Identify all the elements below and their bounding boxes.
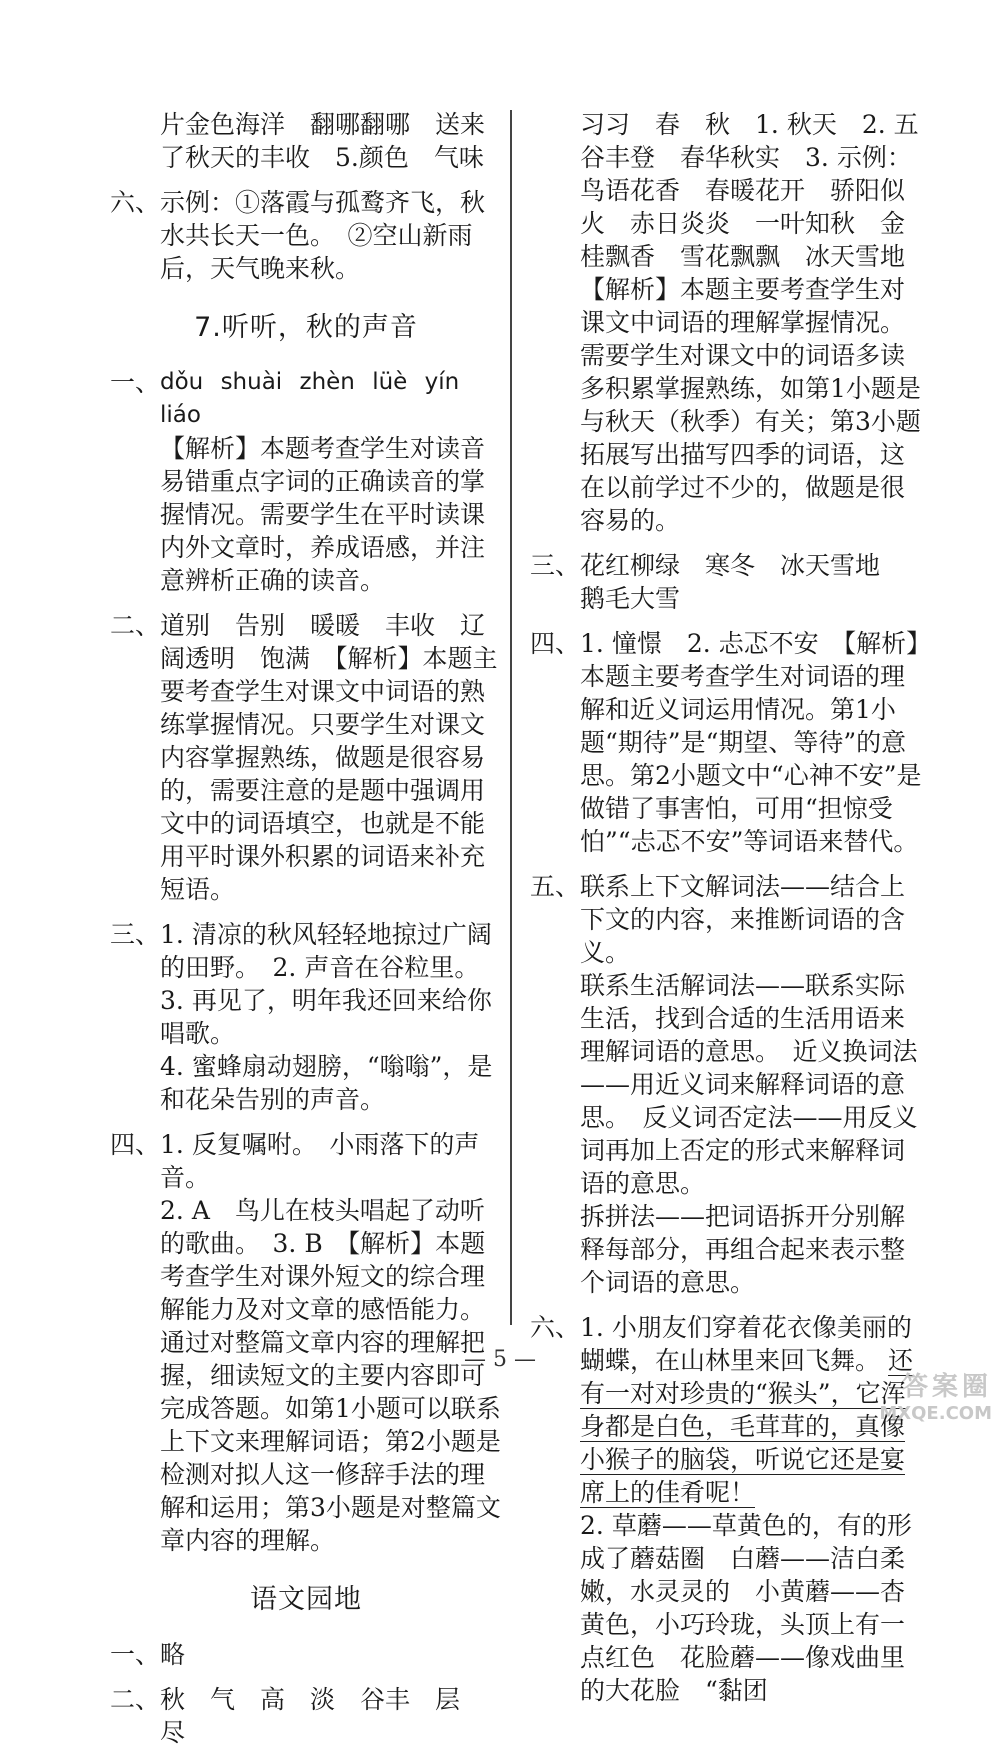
answer-continuation: 片金色海洋 翻哪翻哪 送来了秋天的丰收 5.颜色 气味: [160, 110, 486, 172]
answer-6: 六、 示例：①落霞与孤鹜齐飞，秋水共长天一色。 ②空山新雨后，天气晚来秋。: [110, 188, 486, 283]
garden-answer-6: 六、 1. 小朋友们穿着花衣像美丽的蝴蝶，在山林里来回飞舞。 还有一对对珍贵的“猴头”，它浑身都是白色，毛茸茸的，真像小猴子的脑袋，听说它还是宴席上的佳肴呢！ 2. 草蘑——草黄色的，有的形成了蘑菇圈 白蘑——洁白柔嫩，水灵灵的 小黄蘑——杏黄色，小巧玲珑，头顶上有一点红色 花脸蘑——像戏曲里的大花脸 “黏团: [530, 1313, 913, 1705]
watermark-logo: 答案圈 MXQE.COM: [879, 1372, 992, 1424]
underlined-sentence: 还有一对对珍贵的“猴头”，它浑身都是白色，毛茸茸的，真像小猴子的脑袋，听说它还是宴席上的佳肴呢！: [580, 1346, 913, 1507]
column-divider: [510, 110, 512, 1325]
garden-answer-2: 二、 秋 气 高 淡 谷丰 层 尽: [110, 1685, 486, 1747]
garden-answer-4: 四、 1. 憧憬 2. 忐忑不安 【解析】本题主要考查学生对词语的理解和近义词运用情况。第1小题“期待”是“期望、等待”的意思。第2小题文中“心神不安”是做错了事害怕，可用“担惊受怕”“忐忑不安”等词语来替代。: [530, 629, 922, 856]
answer-1: 一、 dǒu shuài zhèn lüè yín liáo 【解析】本题考查学生对读音易错重点字词的正确读音的掌握情况。需要学生在平时读课内外文章时，养成语感，并注意辨析正确的读音。: [110, 366, 502, 597]
page-number: — 5 —: [464, 1347, 536, 1372]
answer-2: 二、 道别 告别 暖暖 丰收 辽阔透明 饱满 【解析】本题主要考查学生对课文中词语的熟练掌握情况。只要学生对课文内容掌握熟练，做题是很容易的，需要注意的是题中强调用文中的词语填空，也就是不能用平时课外积累的词语来补充短语。: [110, 611, 498, 904]
garden-answer-1: 一、 略: [110, 1640, 186, 1669]
answer-4: 四、 1. 反复嘱咐。 小雨落下的声音。 2. A 鸟儿在枝头唱起了动听的歌曲。 3. B 【解析】本题考查学生对课外短文的综合理解能力及对文章的感悟能力。通过对整篇文章内容的理解把握，细读短文的主要内容即可完成答题。如第1小题可以联系上下文来理解词语；第2小题是检测对拟人这一修辞手法的理解和运用；第3小题是对整篇文章内容的理解。: [110, 1130, 501, 1555]
right-column: [530, 108, 931, 1719]
left-column: [110, 108, 502, 1761]
answer-3: 三、 1. 清凉的秋风轻轻地掠过广阔的田野。 2. 声音在谷粒里。 3. 再见了，明年我还回来给你唱歌。 4. 蜜蜂扇动翅膀，“嗡嗡”，是和花朵告别的声音。: [110, 920, 493, 1114]
garden-answer-3: 三、 花红柳绿 寒冬 冰天雪地 鹅毛大雪: [530, 551, 906, 613]
section-title-7: 7.听听，秋的声音: [194, 312, 418, 343]
garden-answer-2-continued: 习习 春 秋 1. 秋天 2. 五谷丰登 春华秋实 3. 示例：鸟语花香 春暖花开 骄阳似火 赤日炎炎 一叶知秋 金桂飘香 雪花飘飘 冰天雪地 【解析】本题主要考查学生对课文中词语的理解掌握情况。需要学生对课文中的词语多读多积累掌握熟练，如第1小题是与秋天（秋季）有关；第3小题拓展写出描写四季的词语，这在以前学过不少的，做题是很容易的。: [580, 110, 931, 535]
section-title-yuwen-yuandi: 语文园地: [250, 1584, 362, 1615]
garden-answer-5: 五、 联系上下文解词法——结合上下文的内容，来推断词语的含义。 联系生活解词法——联系实际生活，找到合适的生活用语来理解词语的意思。 近义换词法——用近义词来解释词语的意思。 反义词否定法——用反义词再加上否定的形式来解释词语的意思。 拆拼法——把词语拆开分别解释每部分，再组合起来表示整个词语的意思。: [530, 872, 918, 1297]
pinyin-answer: dǒu shuài zhèn lüè yín liáo: [160, 369, 460, 428]
